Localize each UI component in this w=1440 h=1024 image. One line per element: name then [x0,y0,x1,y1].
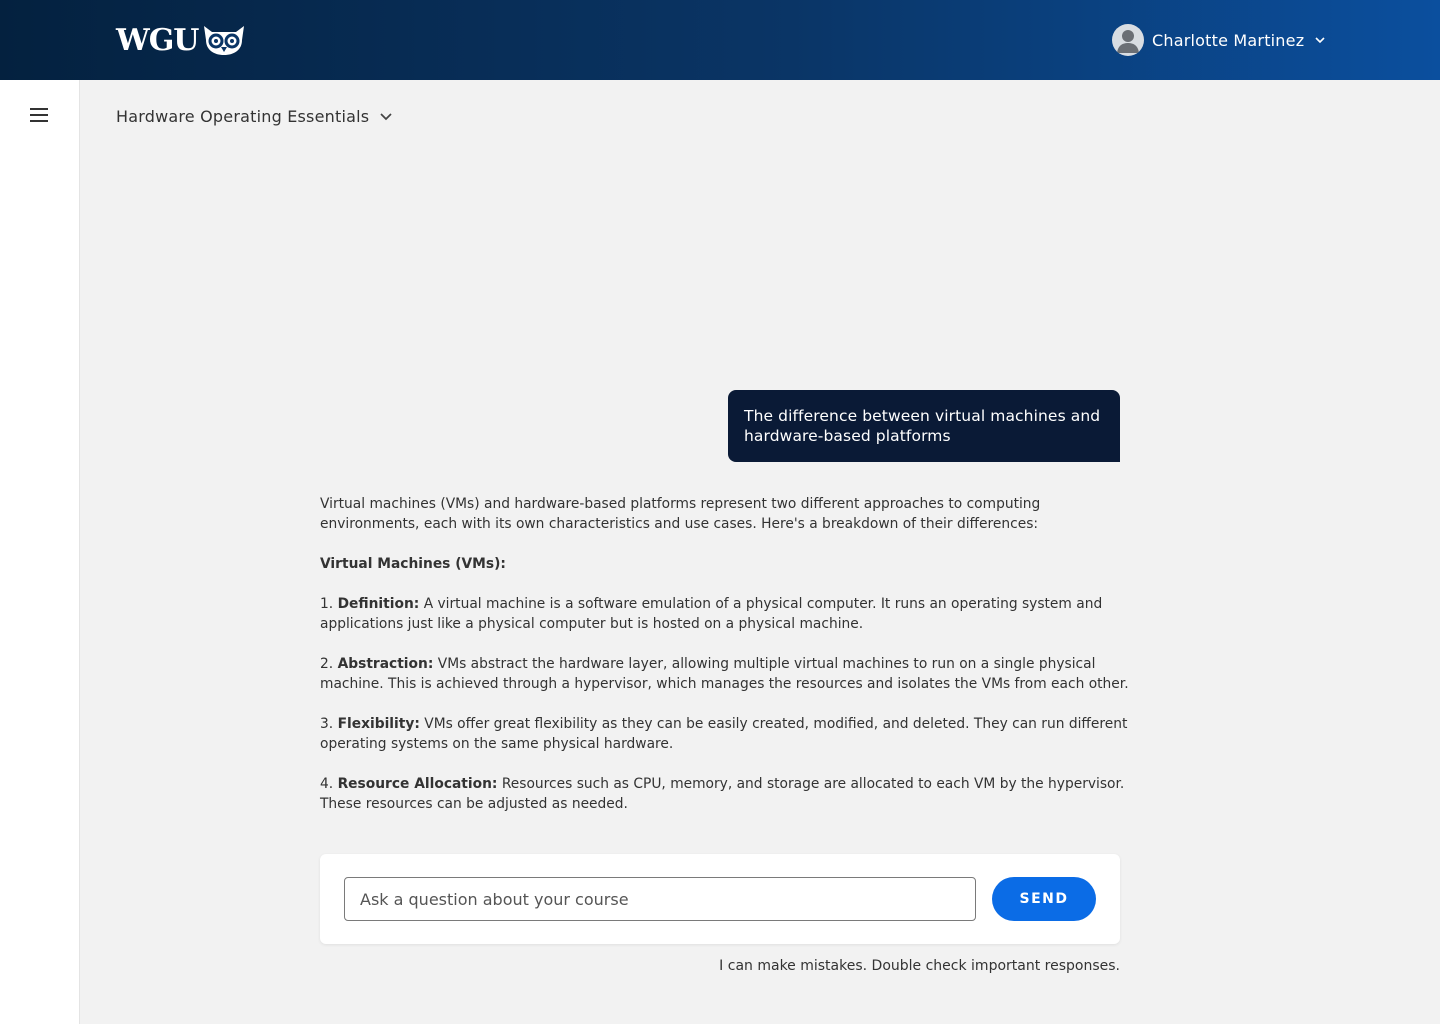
logo-text: WGU [116,22,199,58]
list-item: 2. Abstraction: VMs abstract the hardware layer, allowing multiple virtual machines to run on a single physical machine. This is achieved through a hypervisor, which manages the resources and isolates the VMs from each other. [320,656,1129,692]
user-menu[interactable] [1112,24,1326,56]
course-title: Hardware Operating Essentials [116,106,370,126]
chevron-down-icon [1314,36,1326,44]
avatar-icon [1112,24,1144,56]
hamburger-menu-icon[interactable] [30,108,50,124]
user-name: Charlotte Martinez [1152,30,1305,50]
question-input[interactable] [344,877,976,921]
list-item: 4. Resource Allocation: Resources such as CPU, memory, and storage are allocated to each VM by the hypervisor. These resources can be adjusted as needed. [320,776,1125,812]
list-item: 1. Definition: A virtual machine is a software emulation of a physical computer. It runs an operating system and applications just like a physical computer but is hosted on a physical machine. [320,596,1103,632]
course-selector[interactable] [116,104,393,128]
list-item: 3. Flexibility: VMs offer great flexibility as they can be easily created, modified, and deleted. They can run different operating systems on the same physical hardware. [320,716,1128,752]
assistant-response [320,494,1130,834]
chat-composer [320,854,1120,944]
user-message-text: The difference between virtual machines and hardware-based platforms [744,407,1101,445]
disclaimer-text: I can make mistakes. Double check important responses. [719,958,1120,974]
wgu-logo[interactable] [116,22,246,58]
response-section-heading: Virtual Machines (VMs): [320,556,506,572]
chevron-down-icon [379,112,393,121]
user-message-bubble [728,390,1120,462]
owl-icon [202,24,246,56]
top-navigation-bar [0,0,1440,80]
response-intro: Virtual machines (VMs) and hardware-based platforms represent two different approaches to computing environments, each with its own characteristics and use cases. Here's a breakdown of their differences: [320,496,1041,532]
sidebar [0,80,80,1024]
send-button[interactable]: SEND [992,877,1096,921]
